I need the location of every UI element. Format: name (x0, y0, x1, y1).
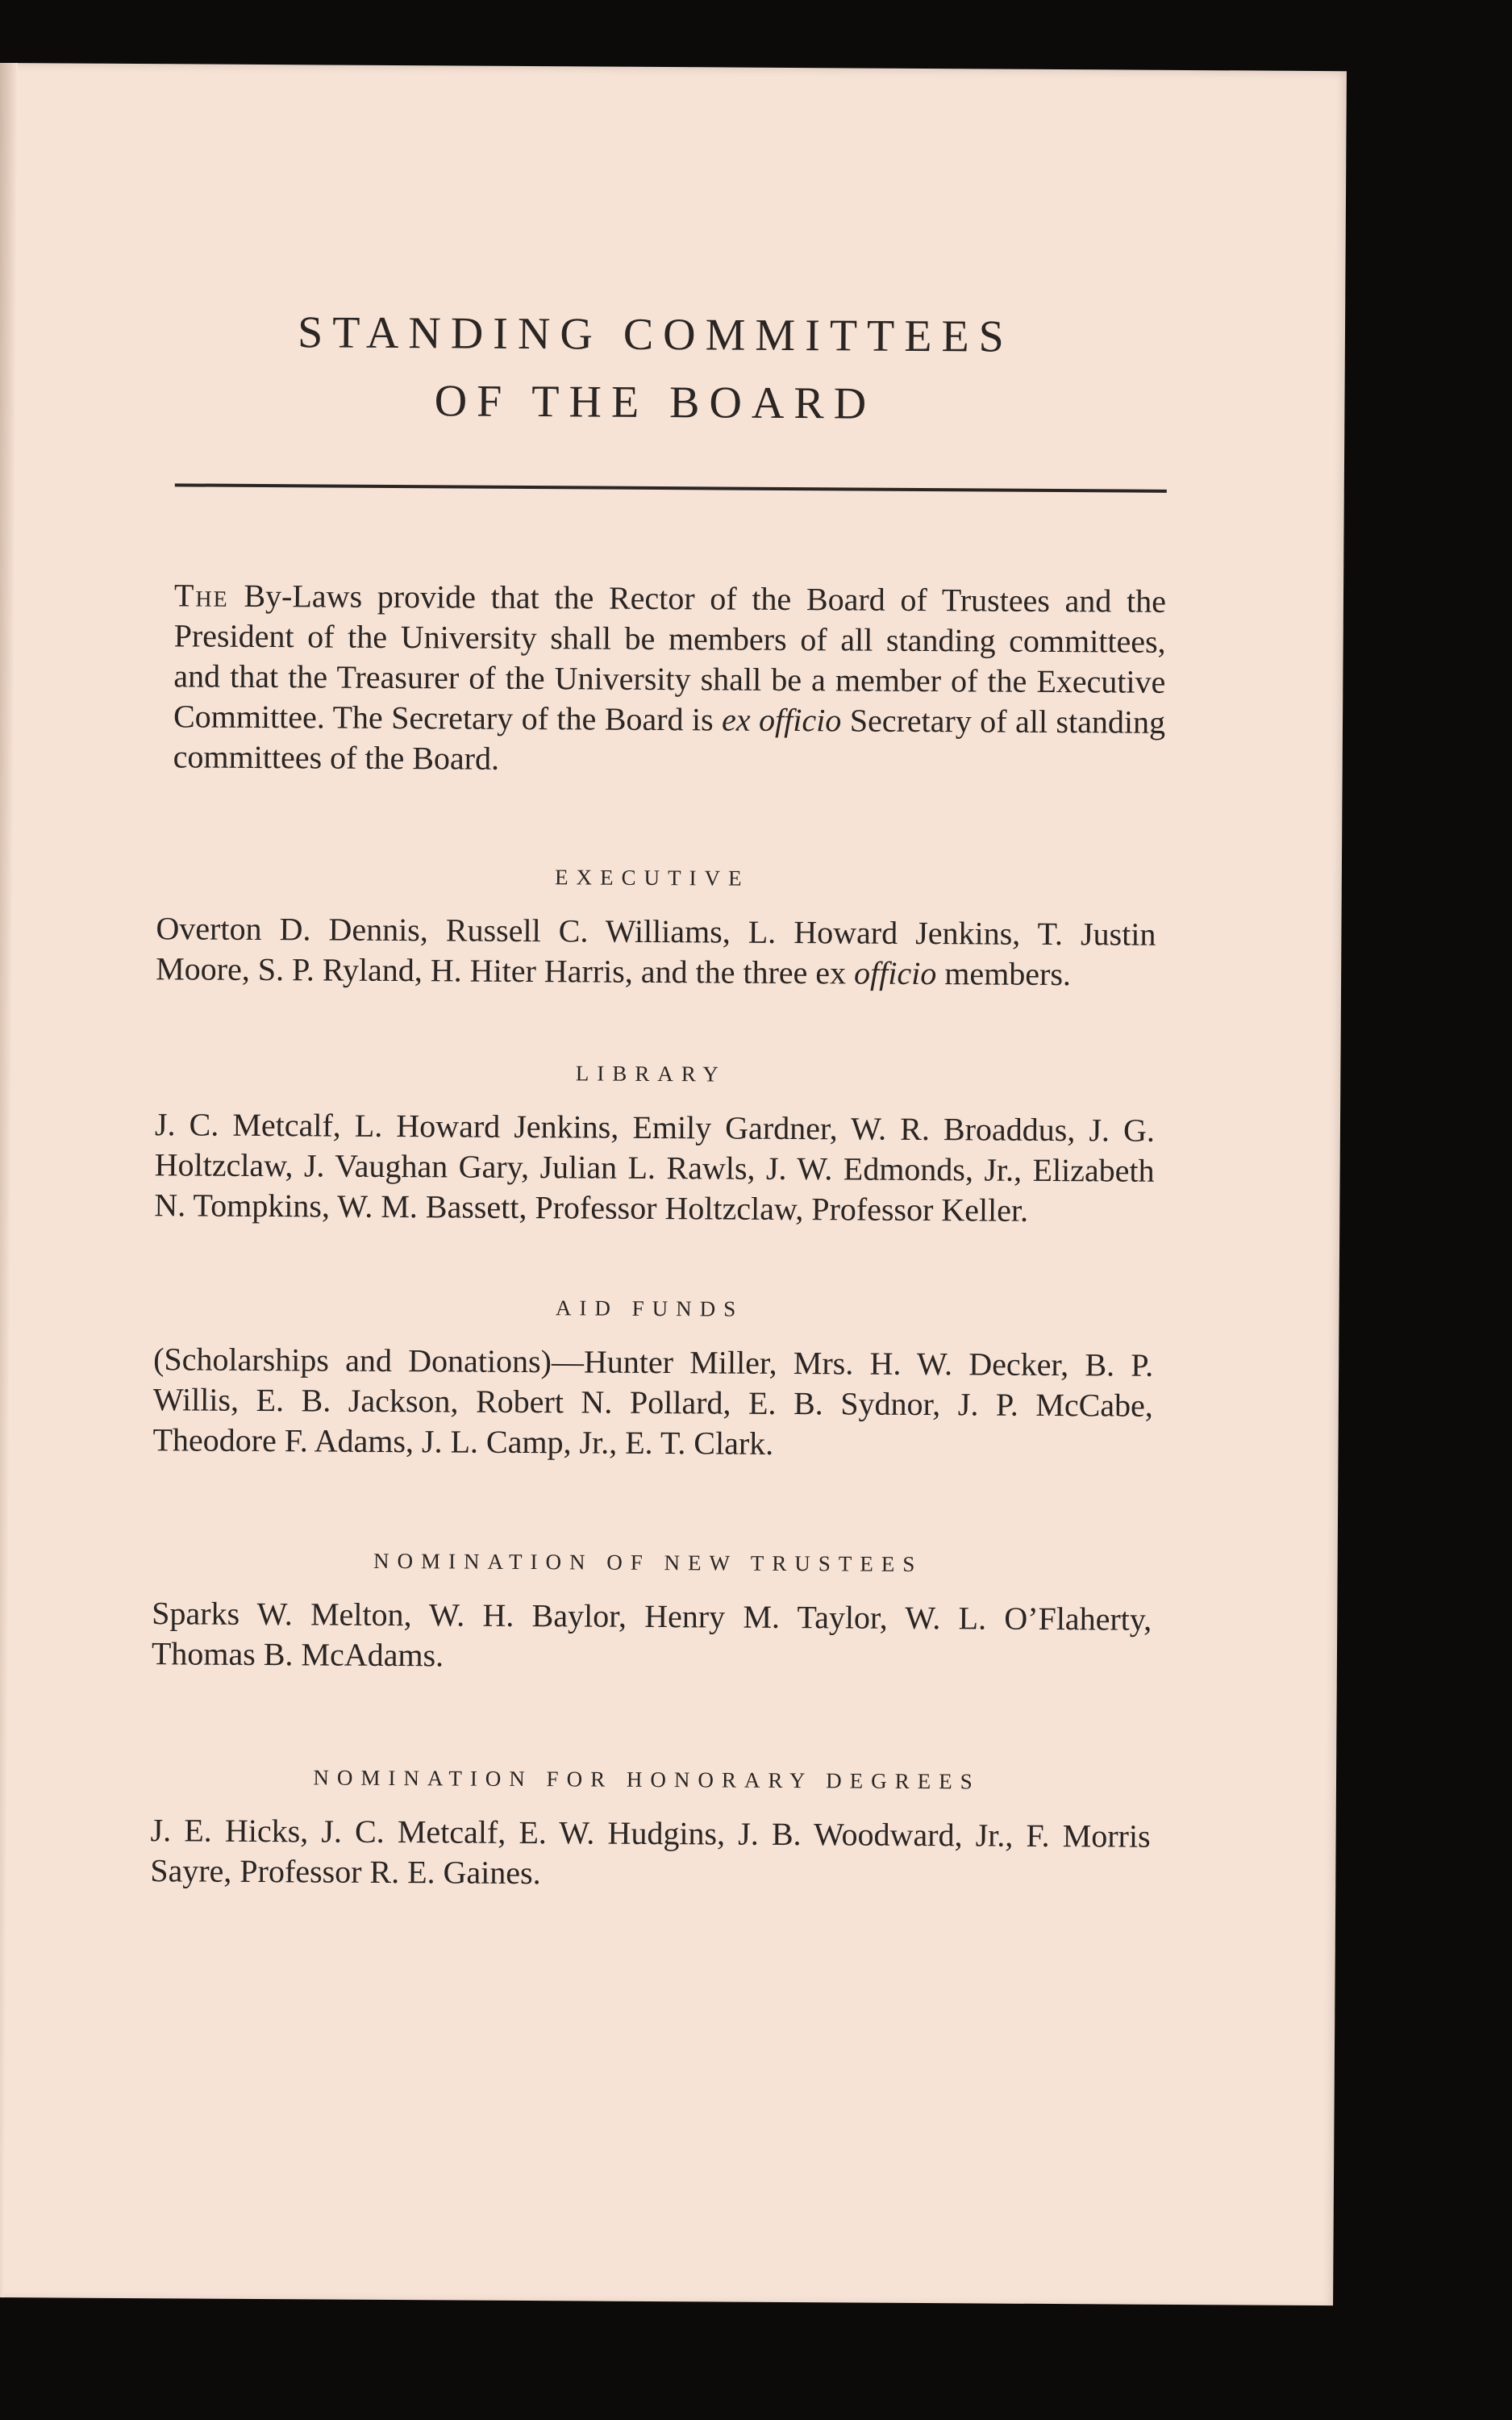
executive-italic: officio (853, 954, 937, 992)
section-body-nomination-trustees: Sparks W. Melton, W. H. Baylor, Henry M. Taylor, W. L. O’Flaherty, Thomas B. McAdams. (151, 1595, 1152, 1674)
intro-italic: ex officio (722, 701, 842, 739)
executive-text-2: members. (936, 955, 1072, 993)
intro-paragraph (173, 575, 1167, 783)
document-page (0, 63, 1347, 2305)
page-title-line-2: OF THE BOARD (434, 376, 877, 429)
section-heading-nomination-trustees: NOMINATION OF NEW TRUSTEES (373, 1548, 923, 1577)
section-body-executive (156, 908, 1156, 995)
page-content (134, 64, 1169, 1930)
section-body-library: J. C. Metcalf, L. Howard Jenkins, Emily Gardner, W. R. Broaddus, J. G. Holtzclaw, J. Vaughan Gary, Julian L. Rawls, J. W. Edmonds, Jr., Elizabeth N. Tompkins, W. M. Bassett, Professor Holtzclaw, Professor Keller. (154, 1106, 1156, 1229)
section-body-nomination-degrees: J. E. Hicks, J. C. Metcalf, E. W. Hudgins, J. B. Woodward, Jr., F. Morris Sayre, Professor R. E. Gaines. (150, 1812, 1151, 1892)
section-heading-executive: EXECUTIVE (555, 865, 750, 891)
section-body-aid-funds: (Scholarships and Donations)—Hunter Miller, Mrs. H. W. Decker, B. P. Willis, E. B. Jackson, Robert N. Pollard, E. B. Sydnor, J. P. McCabe, Theodore F. Adams, J. L. Camp, Jr., E. T. Clark. (152, 1341, 1154, 1462)
section-heading-aid-funds: AID FUNDS (555, 1296, 744, 1321)
title-divider (175, 483, 1167, 493)
intro-lead-word: The (173, 577, 229, 614)
executive-text-1: Overton D. Dennis, Russell C. Williams, L. Howard Jenkins, T. Justin Moore, S. P. Ryland, H. Hiter Harris, and the three ex (156, 910, 1156, 991)
page-gutter (0, 63, 18, 2297)
page-title (143, 64, 1169, 440)
section-heading-library: LIBRARY (575, 1061, 727, 1087)
intro-text-2: Secretary of all standing committees of the Board. (173, 702, 1166, 777)
section-heading-nomination-degrees: NOMINATION FOR HONORARY DEGREES (313, 1765, 981, 1794)
intro-text-1: By-Laws provide that the Rector of the Board of Trustees and the President of the University shall be members of all standing committees, and that the Treasurer of the University shall be a member of the Executive Committee. The Secretary of the Board is (173, 577, 1167, 738)
page-title-line-1: STANDING COMMITTEES (297, 307, 1014, 362)
